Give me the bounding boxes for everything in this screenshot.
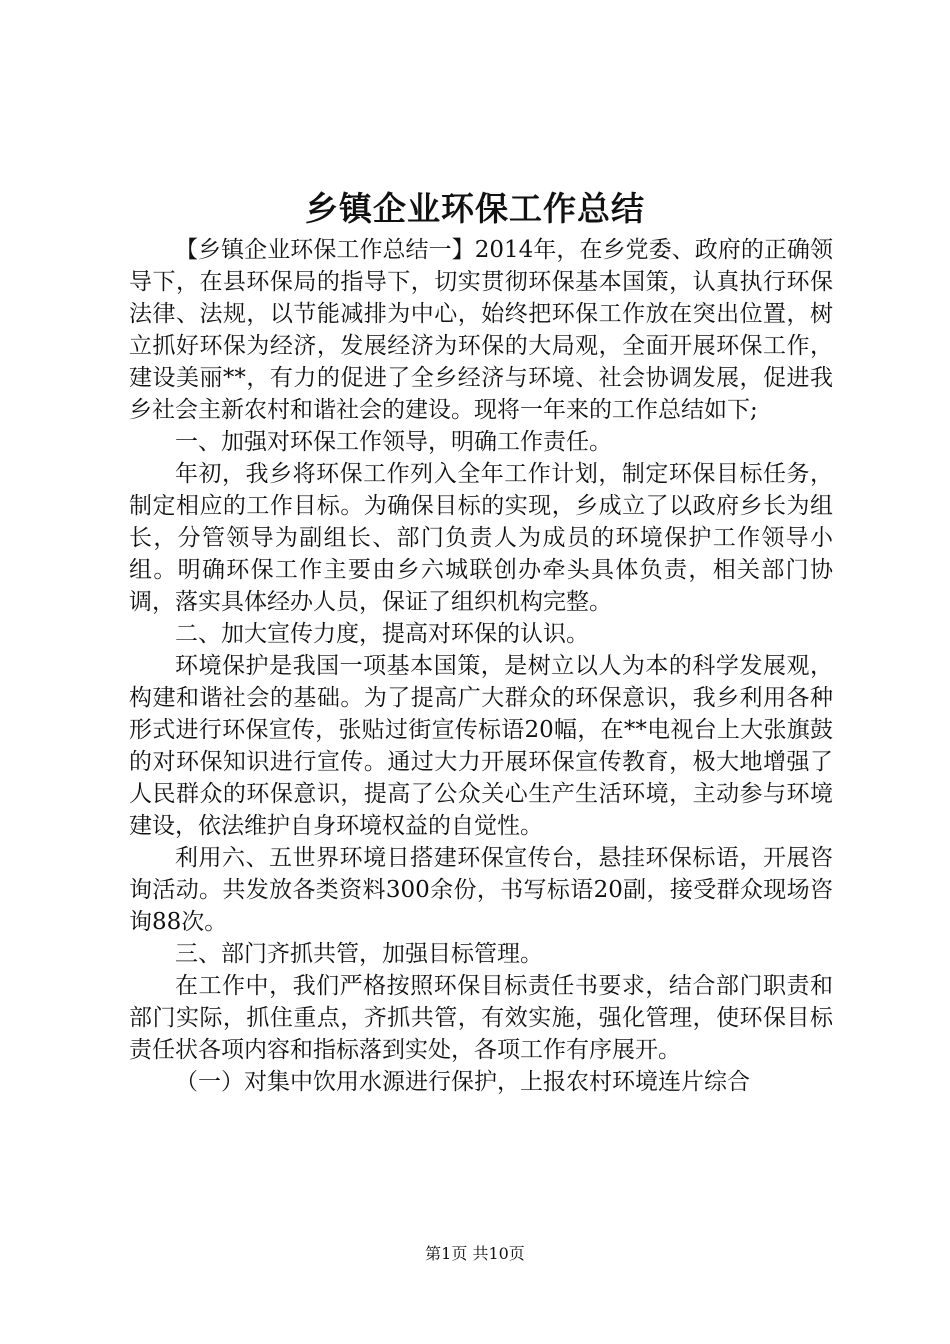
section-heading-1: 一、加强对环保工作领导，明确工作责任。	[175, 429, 612, 455]
page-footer: 第1页 共10页	[425, 1244, 525, 1263]
section-heading-2: 二、加大宣传力度，提高对环保的认识。	[175, 621, 589, 647]
section-heading-3: 三、部门齐抓共管，加强目标管理。	[175, 941, 543, 967]
paragraph-section-3: 在工作中，我们严格按照环保目标责任书要求，结合部门职责和部门实际，抓住重点，齐抓共管，有效实施，强化管理，使环保目标责任状各项内容和指标落到实处，各项工作有序展开。	[129, 973, 833, 1063]
document-body	[129, 234, 833, 1098]
paragraph-intro: 【乡镇企业环保工作总结一】2014年，在乡党委、政府的正确领导下，在县环保局的指导下，切实贯彻环保基本国策，认真执行环保法律、法规，以节能减排为中心，始终把环保工作放在突出位置，树立抓好环保为经济，发展经济为环保的大局观，全面开展环保工作，建设美丽**，有力的促进了全乡经济与环境、社会协调发展，促进我乡社会主新农村和谐社会的建设。现将一年来的工作总结如下;	[129, 237, 833, 423]
document-title: 乡镇企业环保工作总结	[305, 189, 645, 228]
paragraph-section-2-activities: 利用六、五世界环境日搭建环保宣传台，悬挂环保标语，开展咨询活动。共发放各类资料300余份，书写标语20副，接受群众现场咨询88次。	[129, 845, 833, 935]
paragraph-subsection-1: （一）对集中饮用水源进行保护，上报农村环境连片综合	[175, 1069, 750, 1095]
paragraph-section-1: 年初，我乡将环保工作列入全年工作计划，制定环保目标任务，制定相应的工作目标。为确保目标的实现，乡成立了以政府乡长为组长，分管领导为副组长、部门负责人为成员的环境保护工作领导小组。明确环保工作主要由乡六城联创办牵头具体负责，相关部门协调，落实具体经办人员，保证了组织机构完整。	[129, 461, 833, 615]
paragraph-section-2: 环境保护是我国一项基本国策，是树立以人为本的科学发展观，构建和谐社会的基础。为了提高广大群众的环保意识，我乡利用各种形式进行环保宣传，张贴过街宣传标语20幅，在**电视台上大张旗鼓的对环保知识进行宣传。通过大力开展环保宣传教育，极大地增强了人民群众的环保意识，提高了公众关心生产生活环境，主动参与环境建设，依法维护自身环境权益的自觉性。	[129, 653, 833, 839]
